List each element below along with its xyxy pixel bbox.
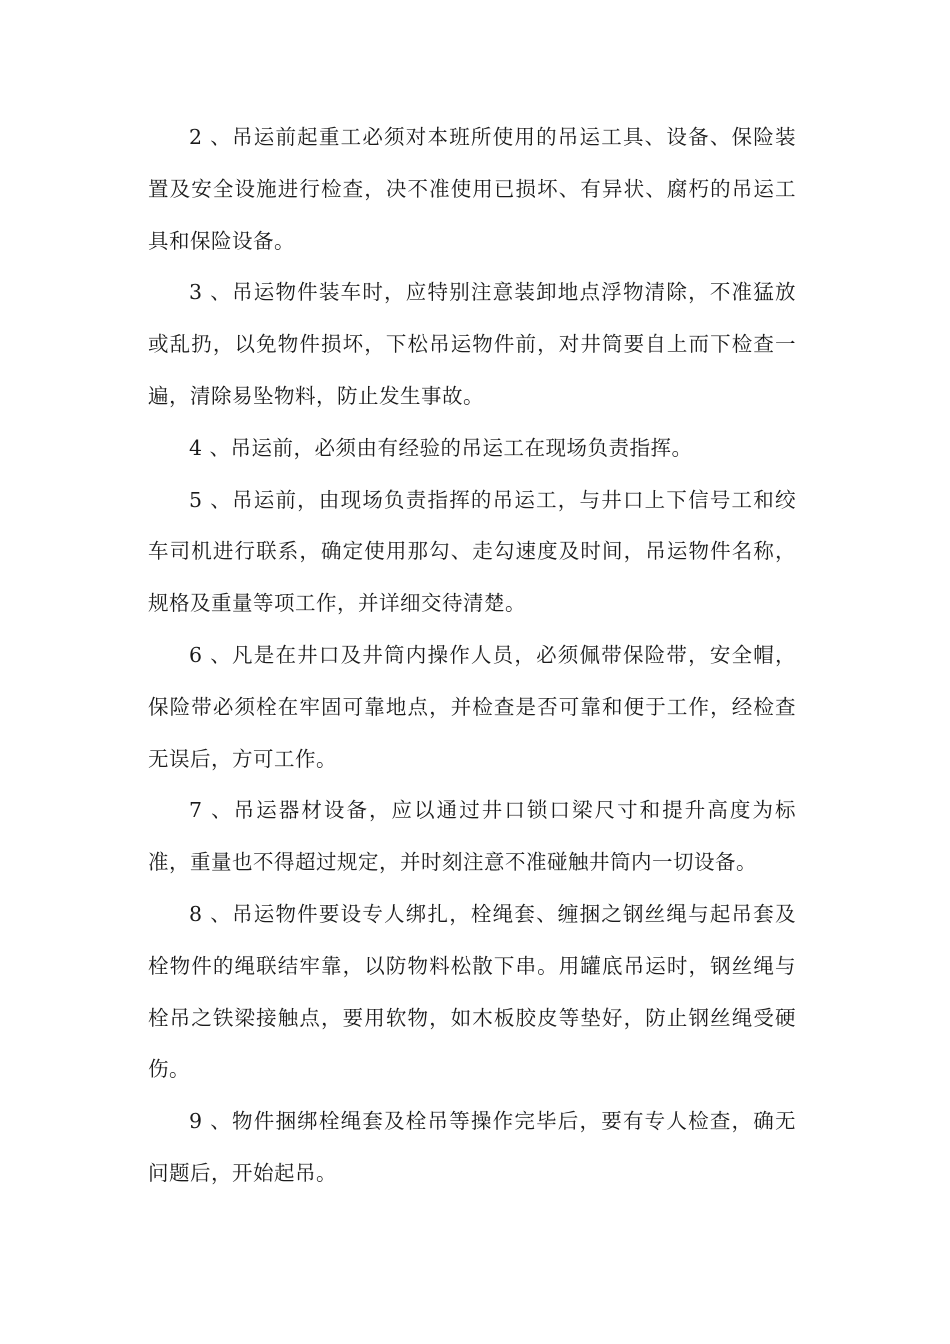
paragraph-item-5: 5 、吊运前，由现场负责指挥的吊运工，与井口上下信号工和绞车司机进行联系，确定使用那勾、走勾速度及时间，吊运物件名称，规格及重量等项工作，并详细交待清楚。 <box>148 487 796 616</box>
paragraph-item-7: 7 、吊运器材设备，应以通过井口锁口梁尺寸和提升高度为标准，重量也不得超过规定，并时刻注意不准碰触井筒内一切设备。 <box>148 798 796 875</box>
paragraph-item-8: 8 、吊运物件要设专人绑扎，栓绳套、缠捆之钢丝绳与起吊套及栓物件的绳联结牢靠，以防物料松散下串。用罐底吊运时，钢丝绳与栓吊之铁梁接触点，要用软物，如木板胶皮等垫好，防止钢丝绳受硬伤。 <box>148 901 796 1082</box>
document-body <box>148 112 796 1200</box>
paragraph-item-9: 9 、物件捆绑栓绳套及栓吊等操作完毕后，要有专人检查，确无问题后，开始起吊。 <box>148 1109 796 1185</box>
paragraph-item-4: 4 、吊运前，必须由有经验的吊运工在现场负责指挥。 <box>189 435 693 460</box>
paragraph-item-3: 3 、吊运物件装车时，应特别注意装卸地点浮物清除，不准猛放或乱扔，以免物件损坏，下松吊运物件前，对井筒要自上而下检查一遍，清除易坠物料，防止发生事故。 <box>148 280 796 408</box>
paragraph-item-6: 6 、凡是在井口及井筒内操作人员，必须佩带保险带，安全帽，保险带必须栓在牢固可靠地点，并检查是否可靠和便于工作，经检查无误后，方可工作。 <box>148 642 796 771</box>
paragraph-item-2: 2 、吊运前起重工必须对本班所使用的吊运工具、设备、保险装置及安全设施进行检查，决不准使用已损坏、有异状、腐朽的吊运工具和保险设备。 <box>148 125 796 253</box>
